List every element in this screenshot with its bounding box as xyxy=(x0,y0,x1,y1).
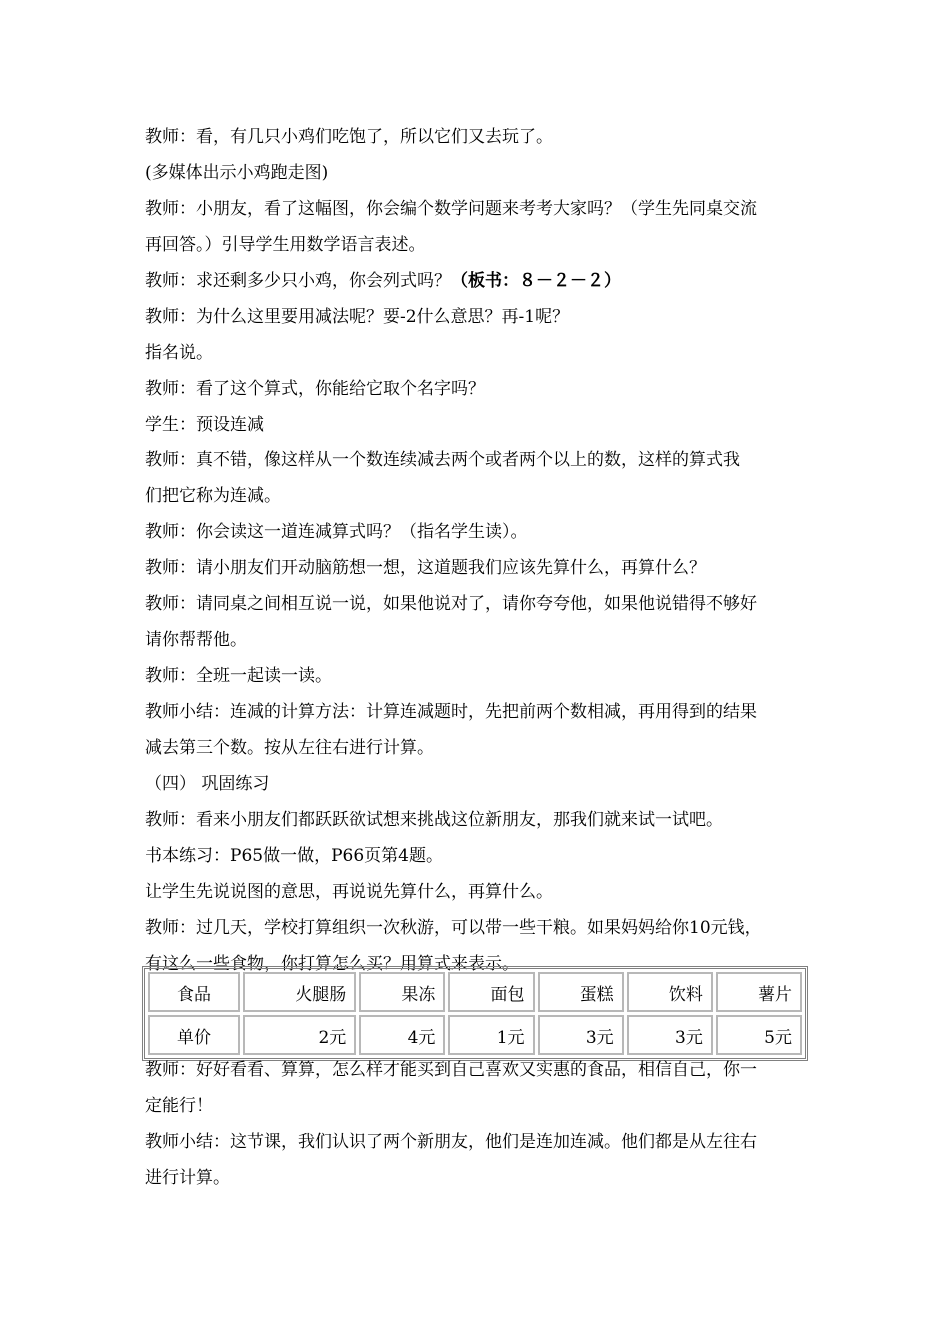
text-line: 教师：过几天，学校打算组织一次秋游，可以带一些干粮。如果妈妈给你10元钱， xyxy=(145,918,762,938)
text-line: (多媒体出示小鸡跑走图) xyxy=(145,163,329,183)
text-line: 教师：你会读这一道连减算式吗？（指名学生读）。 xyxy=(145,522,528,542)
table-cell: 果冻 xyxy=(359,972,445,1012)
text-line: 教师小结：这节课，我们认识了两个新朋友，他们是连加连减。他们都是从左往右 xyxy=(145,1132,757,1152)
text-line: 教师：看来小朋友们都跃跃欲试想来挑战这位新朋友，那我们就来试一试吧。 xyxy=(145,810,723,830)
text-line: 有这么一些食物，你打算怎么买？用算式来表示。 xyxy=(145,954,519,974)
table-cell: 饮料 xyxy=(627,972,713,1012)
text-line: 学生：预设连减 xyxy=(145,415,264,435)
table-cell: 3元 xyxy=(627,1015,713,1055)
table-cell: 火腿肠 xyxy=(243,972,356,1012)
text-line: 书本练习：P65做一做，P66页第4题。 xyxy=(145,846,443,866)
text-line: 指名说。 xyxy=(145,343,213,363)
price-table xyxy=(142,966,808,1061)
text-line: 教师：看，有几只小鸡们吃饱了，所以它们又去玩了。 xyxy=(145,127,553,147)
text-line: 教师：小朋友，看了这幅图，你会编个数学问题来考考大家吗？（学生先同桌交流 xyxy=(145,199,757,219)
table-cell: 单价 xyxy=(148,1015,240,1055)
text-line: 教师：好好看看、算算，怎么样才能买到自己喜欢又实惠的食品，相信自己，你一 xyxy=(145,1060,757,1080)
text-line: 让学生先说说图的意思，再说说先算什么，再算什么。 xyxy=(145,882,553,902)
section-heading: （四） 巩固练习 xyxy=(145,774,270,794)
table-cell: 蛋糕 xyxy=(538,972,624,1012)
table-cell: 5元 xyxy=(716,1015,802,1055)
table-cell: 4元 xyxy=(359,1015,445,1055)
text-line: 教师：全班一起读一读。 xyxy=(145,666,332,686)
question-text: 教师：求还剩多少只小鸡，你会列式吗？ xyxy=(145,271,451,291)
table-cell: 1元 xyxy=(448,1015,534,1055)
text-line: 教师小结：连减的计算方法：计算连减题时，先把前两个数相减，再用得到的结果 xyxy=(145,702,757,722)
text-line: 教师：看了这个算式，你能给它取个名字吗？ xyxy=(145,379,485,399)
text-line: 减去第三个数。按从左往右进行计算。 xyxy=(145,738,434,758)
table-row xyxy=(148,972,802,1012)
text-line: 教师：请小朋友们开动脑筋想一想，这道题我们应该先算什么，再算什么？ xyxy=(145,558,706,578)
table-cell: 面包 xyxy=(448,972,534,1012)
text-line: 再回答。）引导学生用数学语言表述。 xyxy=(145,235,426,255)
board-writing: （板书：８－２－２） xyxy=(451,271,621,291)
table-cell: 薯片 xyxy=(716,972,802,1012)
text-line: 们把它称为连减。 xyxy=(145,486,281,506)
text-line: 教师：真不错，像这样从一个数连续减去两个或者两个以上的数，这样的算式我 xyxy=(145,450,740,470)
table-cell: 2元 xyxy=(243,1015,356,1055)
text-line: 请你帮帮他。 xyxy=(145,630,247,650)
table-cell: 食品 xyxy=(148,972,240,1012)
text-line: 定能行！ xyxy=(145,1096,213,1116)
table-row xyxy=(148,1015,802,1055)
text-line: 教师：为什么这里要用减法呢？要-2什么意思？再-1呢？ xyxy=(145,307,570,327)
table-cell: 3元 xyxy=(538,1015,624,1055)
text-line: 教师：请同桌之间相互说一说，如果他说对了，请你夸夸他，如果他说错得不够好 xyxy=(145,594,757,614)
text-line xyxy=(145,269,621,293)
text-line: 进行计算。 xyxy=(145,1168,230,1188)
